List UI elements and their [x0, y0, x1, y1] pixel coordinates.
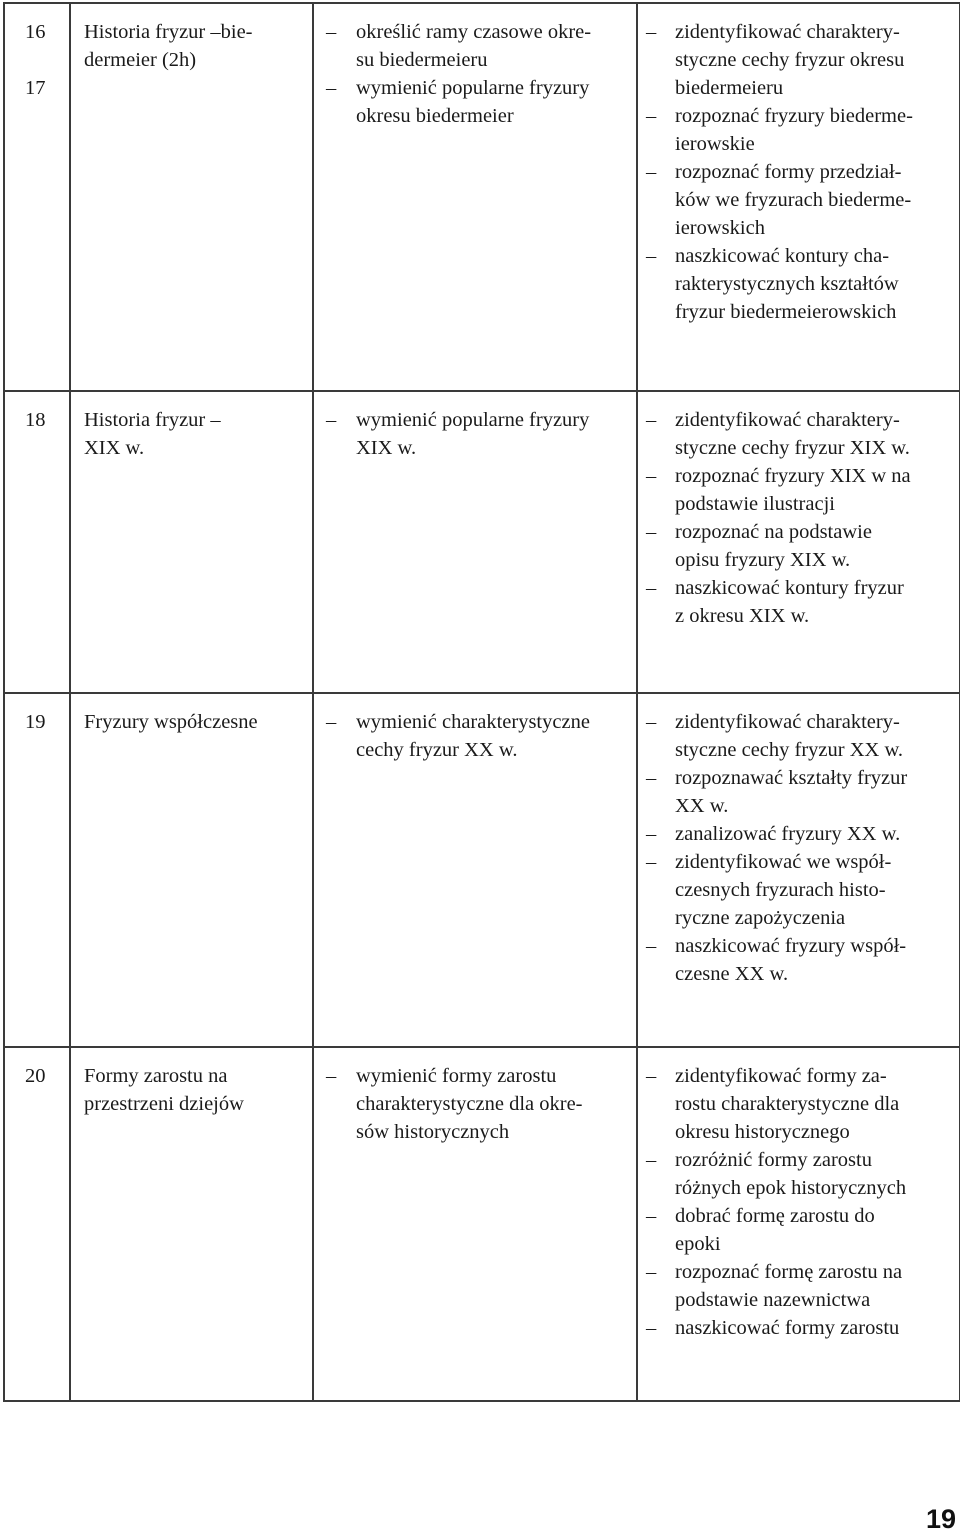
lesson-number: 18: [25, 409, 46, 431]
extended-requirements-list: [646, 18, 953, 326]
lesson-number: 20: [25, 1065, 46, 1087]
requirement-item: – naszkicować kontury cha- rakterystycznych kształtów fryzur biedermeierowskich: [646, 242, 953, 326]
topic-text: Historia fryzur – XIX w.: [84, 409, 221, 459]
table-row: [4, 1047, 960, 1401]
topic-cell: [70, 693, 313, 1047]
requirement-item: – zidentyfikować charaktery- styczne cechy fryzur XIX w.: [646, 406, 953, 462]
requirement-item: – rozróżnić formy zarostu różnych epok historycznych: [646, 1146, 953, 1202]
requirement-item: – rozpoznać fryzury XIX w na podstawie ilustracji: [646, 462, 953, 518]
extended-requirements-cell: [637, 391, 960, 693]
extended-requirements-cell: [637, 693, 960, 1047]
basic-requirements-list: [326, 18, 626, 130]
extended-requirements-cell: [637, 3, 960, 391]
basic-requirements-cell: [313, 391, 637, 693]
topic-cell: [70, 3, 313, 391]
extended-requirements-list: [646, 1062, 953, 1342]
basic-requirements-cell: [313, 693, 637, 1047]
lesson-number-cell: [4, 391, 70, 693]
requirement-item: – zidentyfikować charaktery- styczne cechy fryzur okresu biedermeieru: [646, 18, 953, 102]
basic-requirements-cell: [313, 3, 637, 391]
page-number: 19: [925, 1504, 956, 1534]
lesson-number-cell: [4, 693, 70, 1047]
topic-text: Formy zarostu na przestrzeni dziejów: [84, 1065, 244, 1115]
lesson-number-cell: [4, 3, 70, 391]
lesson-number: 19: [25, 711, 46, 733]
requirement-item: – wymienić popularne fryzury XIX w.: [326, 406, 626, 462]
topic-text: Fryzury współczesne: [84, 711, 258, 733]
extended-requirements-list: [646, 708, 953, 988]
extended-requirements-list: [646, 406, 953, 630]
lesson-number: 16: [25, 21, 46, 43]
requirement-item: – wymienić formy zarostu charakterystyczne dla okre- sów historycznych: [326, 1062, 626, 1146]
lesson-number-cell: [4, 1047, 70, 1401]
lesson-number: 17: [25, 77, 46, 99]
basic-requirements-list: [326, 1062, 626, 1146]
basic-requirements-list: [326, 406, 626, 462]
topic-cell: [70, 391, 313, 693]
requirement-item: – określić ramy czasowe okre- su biedermeieru: [326, 18, 626, 74]
requirement-item: – dobrać formę zarostu do epoki: [646, 1202, 953, 1258]
requirement-item: – rozpoznać fryzury biederme- ierowskie: [646, 102, 953, 158]
requirement-item: – rozpoznawać kształty fryzur XX w.: [646, 764, 953, 820]
requirement-item: – zidentyfikować charaktery- styczne cechy fryzur XX w.: [646, 708, 953, 764]
curriculum-table: [3, 2, 960, 1402]
basic-requirements-list: [326, 708, 626, 764]
requirement-item: – wymienić charakterystyczne cechy fryzur XX w.: [326, 708, 626, 764]
table-row: [4, 693, 960, 1047]
extended-requirements-cell: [637, 1047, 960, 1401]
table-row: [4, 3, 960, 391]
table-row: [4, 391, 960, 693]
topic-text: Historia fryzur –bie- dermeier (2h): [84, 21, 253, 71]
requirement-item: – rozpoznać na podstawie opisu fryzury XIX w.: [646, 518, 953, 574]
requirement-item: – zidentyfikować formy za- rostu charakterystyczne dla okresu historycznego: [646, 1062, 953, 1146]
requirement-item: – naszkicować formy zarostu: [646, 1314, 953, 1342]
requirement-item: – zanalizować fryzury XX w.: [646, 820, 953, 848]
requirement-item: – zidentyfikować we współ- czesnych fryzurach histo- ryczne zapożyczenia: [646, 848, 953, 932]
requirement-item: – naszkicować kontury fryzur z okresu XIX w.: [646, 574, 953, 630]
table-body: [4, 3, 960, 1401]
requirement-item: – rozpoznać formę zarostu na podstawie nazewnictwa: [646, 1258, 953, 1314]
requirement-item: – rozpoznać formy przedział- ków we fryzurach biederme- ierowskich: [646, 158, 953, 242]
topic-cell: [70, 1047, 313, 1401]
basic-requirements-cell: [313, 1047, 637, 1401]
requirement-item: – naszkicować fryzury współ- czesne XX w.: [646, 932, 953, 988]
requirement-item: – wymienić popularne fryzury okresu biedermeier: [326, 74, 626, 130]
